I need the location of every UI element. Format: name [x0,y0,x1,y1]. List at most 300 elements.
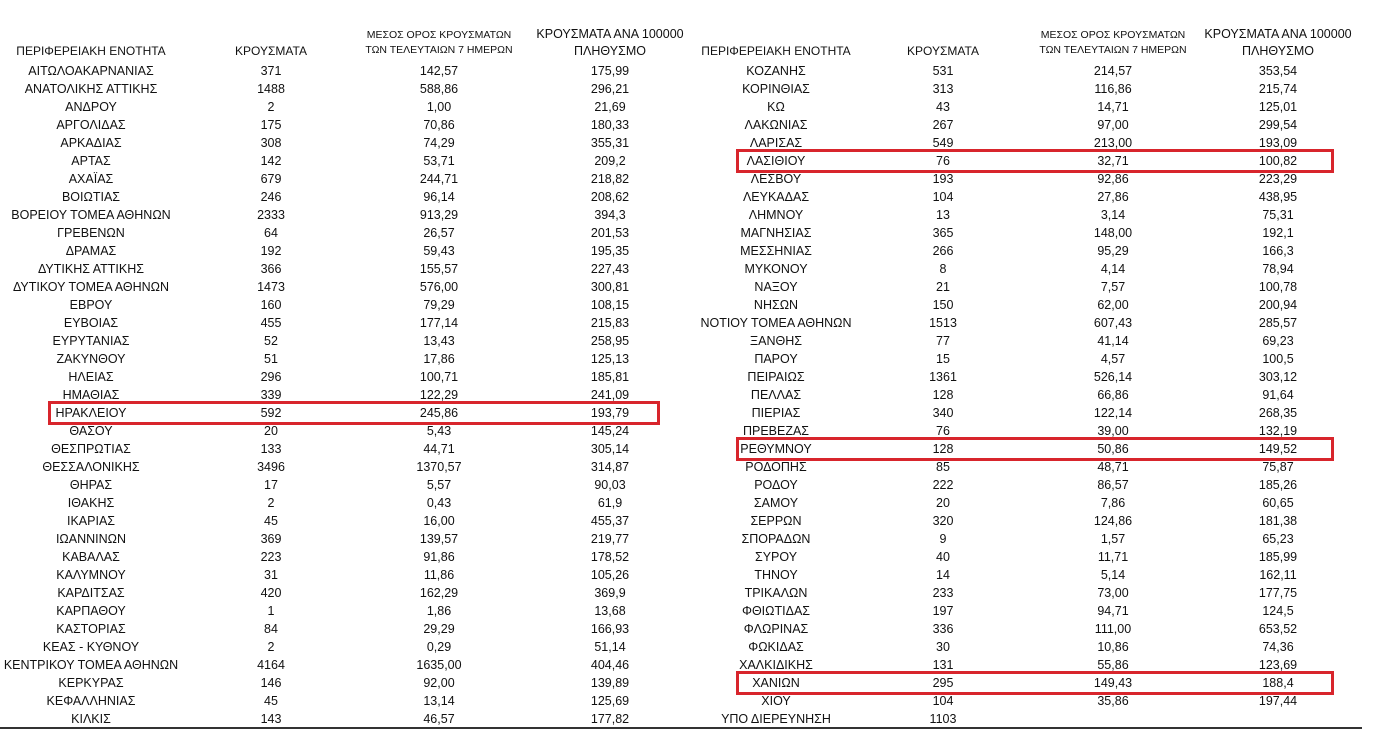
cell-region: ΡΟΔΟΥ [754,478,798,492]
table-row [690,530,1373,548]
table-row [690,332,1373,350]
cell-per100k: 21,69 [594,100,626,114]
cell-cases: 133 [260,442,282,456]
cell-avg7: 5,57 [426,478,452,492]
cell-region: ΧΑΛΚΙΔΙΚΗΣ [739,658,813,672]
table-row [0,656,690,674]
cell-region: ΣΥΡΟΥ [754,550,798,564]
cell-per100k: 258,95 [590,334,630,348]
table-row [690,368,1373,386]
cell-region: ΠΕΙΡΑΙΩΣ [747,370,805,384]
cell-cases: 51 [264,352,278,366]
cell-cases: 420 [260,586,282,600]
cell-per100k: 193,09 [1258,136,1298,150]
cell-per100k: 90,03 [594,478,626,492]
cell-region: ΚΑΡΔΙΤΣΑΣ [57,586,125,600]
table-row [0,368,690,386]
cell-avg7: 55,86 [1097,658,1129,672]
cell-region: ΣΕΡΡΩΝ [750,514,802,528]
cell-cases: 2 [267,496,275,510]
cell-per100k: 145,24 [590,424,630,438]
table-row [0,602,690,620]
cell-avg7: 0,43 [426,496,452,510]
cell-per100k: 177,82 [590,712,630,726]
cell-region: ΚΕΝΤΡΙΚΟΥ ΤΟΜΕΑ ΑΘΗΝΩΝ [3,658,179,672]
cell-per100k: 75,31 [1262,208,1294,222]
cell-per100k: 185,99 [1258,550,1298,564]
cell-cases: 64 [264,226,278,240]
cell-cases: 175 [260,118,282,132]
cell-cases: 1103 [929,712,957,726]
cell-per100k: 177,75 [1258,586,1298,600]
cell-cases: 371 [260,64,282,78]
cell-region: ΔΥΤΙΚΗΣ ΑΤΤΙΚΗΣ [38,262,144,276]
cell-avg7: 44,71 [423,442,455,456]
table-row [690,170,1373,188]
cell-cases: 2 [267,640,275,654]
cell-per100k: 227,43 [590,262,630,276]
cell-per100k: 74,36 [1262,640,1294,654]
header-region: ΠΕΡΙΦΕΡΕΙΑΚΗ ΕΝΟΤΗΤΑ [701,44,851,58]
cell-region: ΘΑΣΟΥ [69,424,113,438]
table-row [0,530,690,548]
cell-per100k: 108,15 [590,298,630,312]
cell-region: ΡΕΘΥΜΝΟΥ [740,442,812,456]
table-row [0,152,690,170]
cell-region: ΠΑΡΟΥ [754,352,798,366]
cell-avg7: 5,14 [1100,568,1126,582]
table-row [0,170,690,188]
cell-region: ΑΙΤΩΛΟΑΚΑΡΝΑΝΙΑΣ [28,64,154,78]
table-row [0,260,690,278]
cell-region: ΚΑΛΥΜΝΟΥ [56,568,126,582]
table-row [0,548,690,566]
cell-per100k: 353,54 [1258,64,1298,78]
cell-cases: 45 [264,514,278,528]
cell-region: ΠΕΛΛΑΣ [750,388,802,402]
cell-per100k: 100,82 [1258,154,1298,168]
cell-avg7: 27,86 [1097,190,1129,204]
table-row [0,224,690,242]
table-row [0,458,690,476]
cell-cases: 2333 [257,208,285,222]
cell-per100k: 60,65 [1262,496,1294,510]
cell-cases: 104 [932,190,954,204]
cell-cases: 369 [260,532,282,546]
table-row [690,566,1373,584]
table-row [690,62,1373,80]
cell-region: ΧΑΝΙΩΝ [752,676,800,690]
header-per100k-line2: ΠΛΗΘΥΣΜΟ [1242,44,1314,58]
table-row [690,242,1373,260]
table-row [0,494,690,512]
table-row [0,566,690,584]
cell-avg7: 70,86 [423,118,455,132]
cell-avg7: 139,57 [419,532,459,546]
cell-avg7: 10,86 [1097,640,1129,654]
cell-region: ΑΝΔΡΟΥ [65,100,117,114]
cell-avg7: 11,86 [423,568,455,582]
cell-cases: 76 [936,424,950,438]
table-row [0,62,690,80]
cell-region: ΔΥΤΙΚΟΥ ΤΟΜΕΑ ΑΘΗΝΩΝ [12,280,170,294]
table-row [0,296,690,314]
cell-per100k: 215,74 [1258,82,1298,96]
cell-cases: 233 [932,586,954,600]
cell-region: ΞΑΝΘΗΣ [750,334,802,348]
cell-avg7: 41,14 [1097,334,1129,348]
table-row [0,422,690,440]
cell-per100k: 181,38 [1258,514,1298,528]
cell-per100k: 241,09 [590,388,630,402]
cell-cases: 9 [939,532,947,546]
cell-avg7: 162,29 [419,586,459,600]
cell-per100k: 218,82 [590,172,630,186]
cell-cases: 14 [936,568,950,582]
cell-per100k: 303,12 [1258,370,1298,384]
cell-cases: 76 [936,154,950,168]
cell-region: ΤΗΝΟΥ [754,568,798,582]
table-row [0,350,690,368]
left-rows [0,62,690,728]
cell-cases: 1361 [929,370,957,384]
table-row [0,512,690,530]
cell-cases: 549 [932,136,954,150]
cell-cases: 531 [932,64,954,78]
cell-per100k: 166,3 [1262,244,1294,258]
table-row [690,512,1373,530]
cell-region: ΙΩΑΝΝΙΝΩΝ [55,532,127,546]
cell-avg7: 29,29 [423,622,455,636]
cell-per100k: 223,29 [1258,172,1298,186]
cell-region: ΦΩΚΙΔΑΣ [748,640,804,654]
table-row [690,584,1373,602]
header-avg7 [354,28,524,58]
cell-avg7: 7,57 [1100,280,1126,294]
cell-avg7: 17,86 [423,352,455,366]
cell-cases: 17 [264,478,278,492]
cell-avg7: 576,00 [419,280,459,294]
cell-avg7: 1,86 [426,604,452,618]
cell-avg7: 48,71 [1097,460,1129,474]
cell-avg7: 526,14 [1093,370,1133,384]
table-row [0,692,690,710]
cell-avg7: 97,00 [1097,118,1129,132]
cell-cases: 30 [936,640,950,654]
header-region: ΠΕΡΙΦΕΡΕΙΑΚΗ ΕΝΟΤΗΤΑ [16,44,166,58]
cell-avg7: 14,71 [1097,100,1129,114]
cell-per100k: 200,94 [1258,298,1298,312]
cell-region: ΥΠΟ ΔΙΕΡΕΥΝΗΣΗ [721,712,831,726]
cell-cases: 131 [932,658,954,672]
cell-per100k: 653,52 [1258,622,1298,636]
cell-avg7: 86,57 [1097,478,1129,492]
cell-region: ΦΛΩΡΙΝΑΣ [743,622,809,636]
cell-region: ΗΜΑΘΙΑΣ [62,388,120,402]
cell-per100k: 455,37 [590,514,630,528]
cell-region: ΚΟΖΑΝΗΣ [746,64,806,78]
cell-region: ΠΡΕΒΕΖΑΣ [742,424,810,438]
cell-cases: 20 [936,496,950,510]
cell-avg7: 155,57 [419,262,459,276]
cell-cases: 43 [936,100,950,114]
cell-per100k: 51,14 [594,640,626,654]
cell-per100k: 166,93 [590,622,630,636]
header-avg7-line1: ΜΕΣΟΣ ΟΡΟΣ ΚΡΟΥΣΜΑΤΩΝ [366,29,512,41]
cell-avg7: 607,43 [1093,316,1133,330]
cell-cases: 340 [932,406,954,420]
cell-region: ΛΕΥΚΑΔΑΣ [742,190,810,204]
cell-region: ΛΑΣΙΘΙΟΥ [746,154,806,168]
cell-region: ΡΟΔΟΠΗΣ [745,460,807,474]
table-row [690,224,1373,242]
cell-region: ΧΙΟΥ [761,694,791,708]
cell-cases: 13 [936,208,950,222]
cell-per100k: 175,99 [590,64,630,78]
table-row [690,620,1373,638]
cell-cases: 31 [264,568,278,582]
cell-region: ΚΑΣΤΟΡΙΑΣ [56,622,126,636]
cell-cases: 455 [260,316,282,330]
table-row [0,116,690,134]
header-per100k-line1: ΚΡΟΥΣΜΑΤΑ ΑΝΑ 100000 [536,27,684,41]
cell-per100k: 149,52 [1258,442,1298,456]
cell-avg7: 1635,00 [416,658,462,672]
cell-region: ΑΧΑΪΑΣ [68,172,114,186]
cell-region: ΒΟΡΕΙΟΥ ΤΟΜΕΑ ΑΘΗΝΩΝ [11,208,171,222]
cell-avg7: 177,14 [419,316,459,330]
cell-avg7: 913,29 [419,208,459,222]
cell-region: ΒΟΙΩΤΙΑΣ [61,190,121,204]
cell-avg7: 3,14 [1100,208,1126,222]
cell-region: ΗΛΕΙΑΣ [68,370,114,384]
cell-avg7: 26,57 [423,226,455,240]
cell-cases: 21 [936,280,950,294]
cell-per100k: 123,69 [1258,658,1298,672]
cell-per100k: 192,1 [1262,226,1294,240]
cell-cases: 40 [936,550,950,564]
cell-per100k: 394,3 [594,208,626,222]
cell-region: ΣΑΜΟΥ [753,496,799,510]
cell-avg7: 245,86 [419,406,459,420]
cell-cases: 296 [260,370,282,384]
cell-per100k: 124,5 [1262,604,1294,618]
table-row [0,638,690,656]
table-row [690,188,1373,206]
cell-per100k: 285,57 [1258,316,1298,330]
cell-per100k: 219,77 [590,532,630,546]
table-row [690,278,1373,296]
table-row [690,80,1373,98]
cell-per100k: 300,81 [590,280,630,294]
cell-per100k: 132,19 [1258,424,1298,438]
cell-cases: 295 [932,676,954,690]
table-row [690,692,1373,710]
cell-per100k: 201,53 [590,226,630,240]
cell-per100k: 215,83 [590,316,630,330]
table-row [690,296,1373,314]
cell-region: ΝΑΞΟΥ [754,280,798,294]
cell-avg7: 95,29 [1097,244,1129,258]
table-row [0,332,690,350]
cell-cases: 336 [932,622,954,636]
cell-per100k: 61,9 [597,496,623,510]
cell-region: ΝΗΣΩΝ [753,298,799,312]
cell-avg7: 11,71 [1097,550,1129,564]
cell-per100k: 91,64 [1262,388,1294,402]
cell-region: ΛΗΜΝΟΥ [748,208,804,222]
cell-per100k: 193,79 [590,406,630,420]
table-row [0,584,690,602]
header-per100k-line2: ΠΛΗΘΥΣΜΟ [574,44,646,58]
cell-cases: 150 [932,298,954,312]
table-row [690,98,1373,116]
table-row [690,638,1373,656]
cell-avg7: 62,00 [1097,298,1129,312]
cell-per100k: 78,94 [1262,262,1294,276]
cell-per100k: 195,35 [590,244,630,258]
right-rows [690,62,1373,728]
cell-region: ΝΟΤΙΟΥ ΤΟΜΕΑ ΑΘΗΝΩΝ [700,316,852,330]
cell-region: ΑΡΚΑΔΙΑΣ [60,136,122,150]
cell-per100k: 208,62 [590,190,630,204]
table-row [690,350,1373,368]
cell-region: ΑΡΓΟΛΙΔΑΣ [56,118,126,132]
cell-per100k: 404,46 [590,658,630,672]
cell-per100k: 209,2 [594,154,626,168]
cell-cases: 1513 [929,316,957,330]
cell-per100k: 100,5 [1262,352,1294,366]
cell-avg7: 13,14 [423,694,455,708]
cell-cases: 128 [932,442,954,456]
cell-per100k: 178,52 [590,550,630,564]
cell-region: ΜΥΚΟΝΟΥ [744,262,808,276]
cell-region: ΕΒΡΟΥ [69,298,113,312]
cell-region: ΠΙΕΡΙΑΣ [751,406,801,420]
cell-avg7: 149,43 [1093,676,1133,690]
table-row [690,260,1373,278]
cell-region: ΔΡΑΜΑΣ [65,244,117,258]
cell-cases: 1473 [257,280,285,294]
cell-cases: 339 [260,388,282,402]
cell-region: ΚΟΡΙΝΘΙΑΣ [742,82,810,96]
header-per100k-line1: ΚΡΟΥΣΜΑΤΑ ΑΝΑ 100000 [1204,27,1352,41]
table-row [0,404,690,422]
cell-region: ΚΕΦΑΛΛΗΝΙΑΣ [46,694,136,708]
cell-per100k: 75,87 [1262,460,1294,474]
cell-cases: 366 [260,262,282,276]
cell-per100k: 162,11 [1259,568,1297,582]
cell-per100k: 438,95 [1258,190,1298,204]
table-row [0,80,690,98]
table-row [0,98,690,116]
cell-region: ΚΙΛΚΙΣ [71,712,111,726]
cell-avg7: 16,00 [423,514,455,528]
cell-avg7: 92,00 [423,676,455,690]
table-row [0,188,690,206]
cell-avg7: 111,00 [1094,622,1132,636]
cell-avg7: 50,86 [1097,442,1129,456]
cell-region: ΚΑΒΑΛΑΣ [62,550,120,564]
cell-per100k: 305,14 [590,442,630,456]
header-avg7-line1: ΜΕΣΟΣ ΟΡΟΣ ΚΡΟΥΣΜΑΤΩΝ [1040,29,1186,41]
table-row [690,206,1373,224]
cell-avg7: 122,29 [419,388,459,402]
cell-avg7: 122,14 [1093,406,1133,420]
cell-avg7: 4,57 [1100,352,1126,366]
table-row [690,674,1373,692]
table-row [0,476,690,494]
cell-region: ΜΑΓΝΗΣΙΑΣ [740,226,812,240]
cell-per100k: 185,81 [590,370,630,384]
table-row [0,206,690,224]
table-row [0,314,690,332]
cell-cases: 160 [260,298,282,312]
table-row [690,710,1373,728]
cell-avg7: 588,86 [419,82,459,96]
cell-region: ΕΥΡΥΤΑΝΙΑΣ [52,334,130,348]
cell-avg7: 53,71 [423,154,455,168]
cell-per100k: 355,31 [590,136,630,150]
cell-region: ΚΩ [767,100,785,114]
table-row [690,314,1373,332]
cell-cases: 365 [932,226,954,240]
cell-avg7: 73,00 [1097,586,1129,600]
cell-avg7: 124,86 [1093,514,1133,528]
cell-region: ΗΡΑΚΛΕΙΟΥ [55,406,127,420]
header-cases: ΚΡΟΥΣΜΑΤΑ [907,44,979,58]
cell-avg7: 96,14 [423,190,455,204]
header-avg7-line2: ΤΩΝ ΤΕΛΕΥΤΑΙΩΝ 7 ΗΜΕΡΩΝ [1039,44,1187,56]
cell-region: ΛΑΚΩΝΙΑΣ [744,118,808,132]
table-row [690,440,1373,458]
cell-cases: 77 [936,334,950,348]
table-row [0,440,690,458]
table-row [690,386,1373,404]
cell-cases: 85 [936,460,950,474]
table-row [0,278,690,296]
cell-cases: 45 [264,694,278,708]
cell-per100k: 185,26 [1258,478,1298,492]
cell-region: ΑΝΑΤΟΛΙΚΗΣ ΑΤΤΙΚΗΣ [24,82,158,96]
table-row [690,116,1373,134]
cell-cases: 4164 [257,658,285,672]
cell-per100k: 299,54 [1258,118,1298,132]
cell-per100k: 65,23 [1262,532,1294,546]
cell-cases: 1488 [257,82,285,96]
cell-cases: 146 [260,676,282,690]
cell-cases: 8 [939,262,947,276]
cell-region: ΣΠΟΡΑΔΩΝ [741,532,811,546]
table-row [690,458,1373,476]
cell-region: ΚΕΡΚΥΡΑΣ [58,676,124,690]
cell-cases: 223 [260,550,282,564]
cell-per100k: 197,44 [1258,694,1298,708]
cell-avg7: 213,00 [1093,136,1133,150]
cell-cases: 193 [932,172,954,186]
cell-region: ΖΑΚΥΝΘΟΥ [56,352,126,366]
cell-region: ΙΚΑΡΙΑΣ [66,514,116,528]
cell-cases: 104 [932,694,954,708]
cell-cases: 197 [932,604,954,618]
cell-cases: 679 [260,172,282,186]
cell-cases: 192 [260,244,282,258]
cell-cases: 143 [260,712,282,726]
cell-per100k: 180,33 [590,118,630,132]
cell-avg7: 214,57 [1093,64,1133,78]
cell-avg7: 66,86 [1097,388,1129,402]
cell-per100k: 188,4 [1262,676,1294,690]
